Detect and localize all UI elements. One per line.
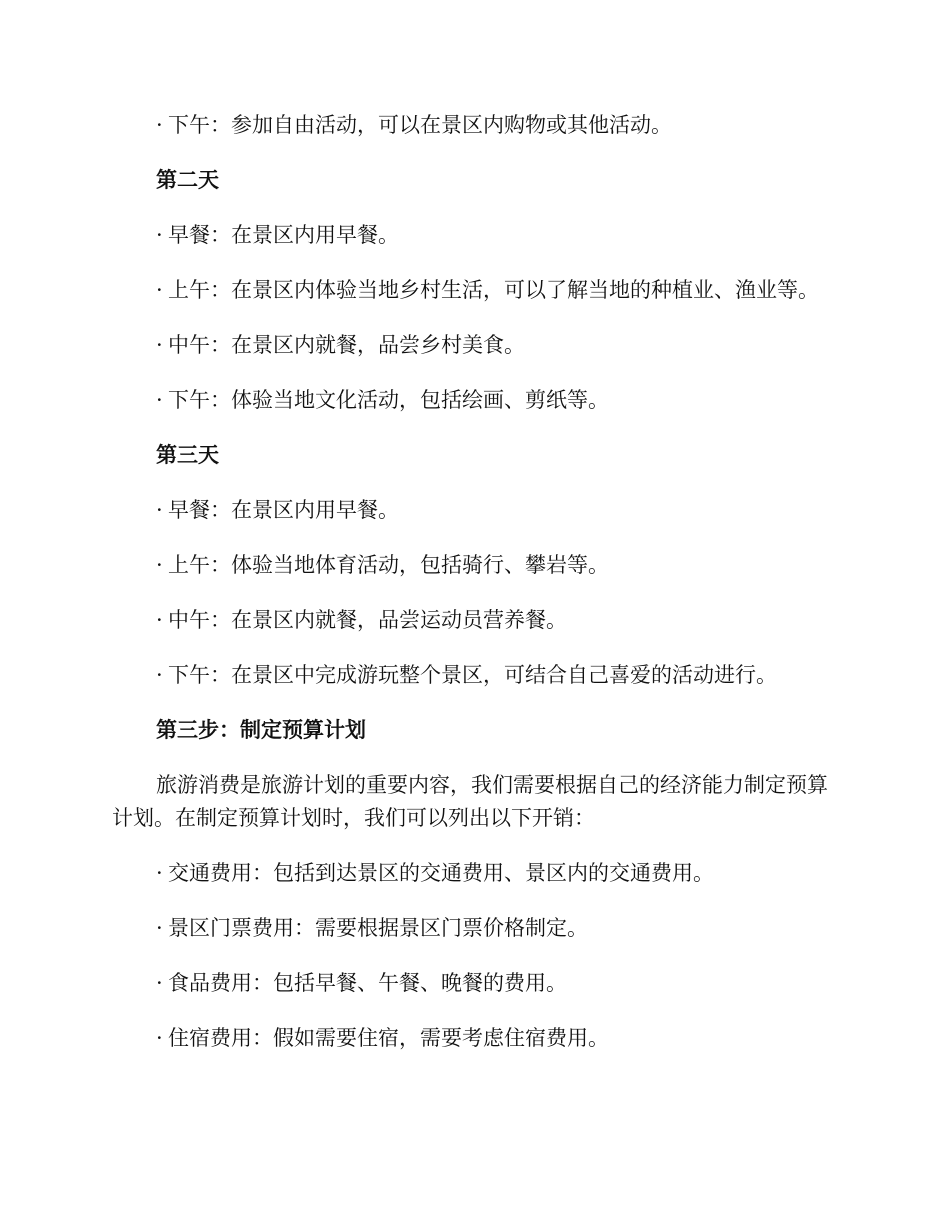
- list-item-text: 早餐：在景区内用早餐。: [168, 223, 399, 247]
- bullet-icon: ·: [156, 333, 163, 357]
- bullet-icon: ·: [156, 608, 163, 632]
- list-item: [112, 549, 842, 582]
- bullet-icon: ·: [156, 388, 163, 412]
- list-item: [112, 109, 842, 142]
- list-item: [112, 494, 842, 527]
- bullet-icon: ·: [156, 861, 163, 885]
- list-item: [112, 1022, 842, 1055]
- list-item-text: 交通费用：包括到达景区的交通费用、景区内的交通费用。: [168, 861, 714, 885]
- list-item-text: 上午：在景区内体验当地乡村生活，可以了解当地的种植业、渔业等。: [168, 278, 819, 302]
- bullet-icon: ·: [156, 916, 163, 940]
- list-item: [112, 274, 842, 307]
- bullet-icon: ·: [156, 971, 163, 995]
- list-item-text: 景区门票费用：需要根据景区门票价格制定。: [168, 916, 588, 940]
- list-item-text: 中午：在景区内就餐，品尝乡村美食。: [168, 333, 525, 357]
- list-item: [112, 384, 842, 417]
- list-item-text: 中午：在景区内就餐，品尝运动员营养餐。: [168, 608, 567, 632]
- list-item-text: 早餐：在景区内用早餐。: [168, 498, 399, 522]
- list-item: [112, 219, 842, 252]
- list-item: [112, 604, 842, 637]
- bullet-icon: ·: [156, 498, 163, 522]
- list-item-text: 下午：参加自由活动，可以在景区内购物或其他活动。: [168, 113, 672, 137]
- list-item-text: 下午：体验当地文化活动，包括绘画、剪纸等。: [168, 388, 609, 412]
- list-item: [112, 659, 842, 692]
- bullet-icon: ·: [156, 553, 163, 577]
- bullet-icon: ·: [156, 278, 163, 302]
- bullet-icon: ·: [156, 1026, 163, 1050]
- list-item-text: 食品费用：包括早餐、午餐、晚餐的费用。: [168, 971, 567, 995]
- bullet-icon: ·: [156, 113, 163, 137]
- list-item: [112, 967, 842, 1000]
- bullet-icon: ·: [156, 223, 163, 247]
- list-item: [112, 857, 842, 890]
- section-heading: 第二天: [156, 168, 219, 192]
- section-heading: 第三天: [156, 443, 219, 467]
- list-item-text: 住宿费用：假如需要住宿，需要考虑住宿费用。: [168, 1026, 609, 1050]
- body-paragraph: 旅游消费是旅游计划的重要内容，我们需要根据自己的经济能力制定预算计划。在制定预算计划时，我们可以列出以下开销：: [112, 773, 828, 830]
- list-item: [112, 329, 842, 362]
- list-item-text: 上午：体验当地体育活动，包括骑行、攀岩等。: [168, 553, 609, 577]
- list-item: [112, 912, 842, 945]
- section-heading: 第三步：制定预算计划: [156, 718, 366, 742]
- list-item-text: 下午：在景区中完成游玩整个景区，可结合自己喜爱的活动进行。: [168, 663, 777, 687]
- bullet-icon: ·: [156, 663, 163, 687]
- document-body: [112, 109, 842, 1077]
